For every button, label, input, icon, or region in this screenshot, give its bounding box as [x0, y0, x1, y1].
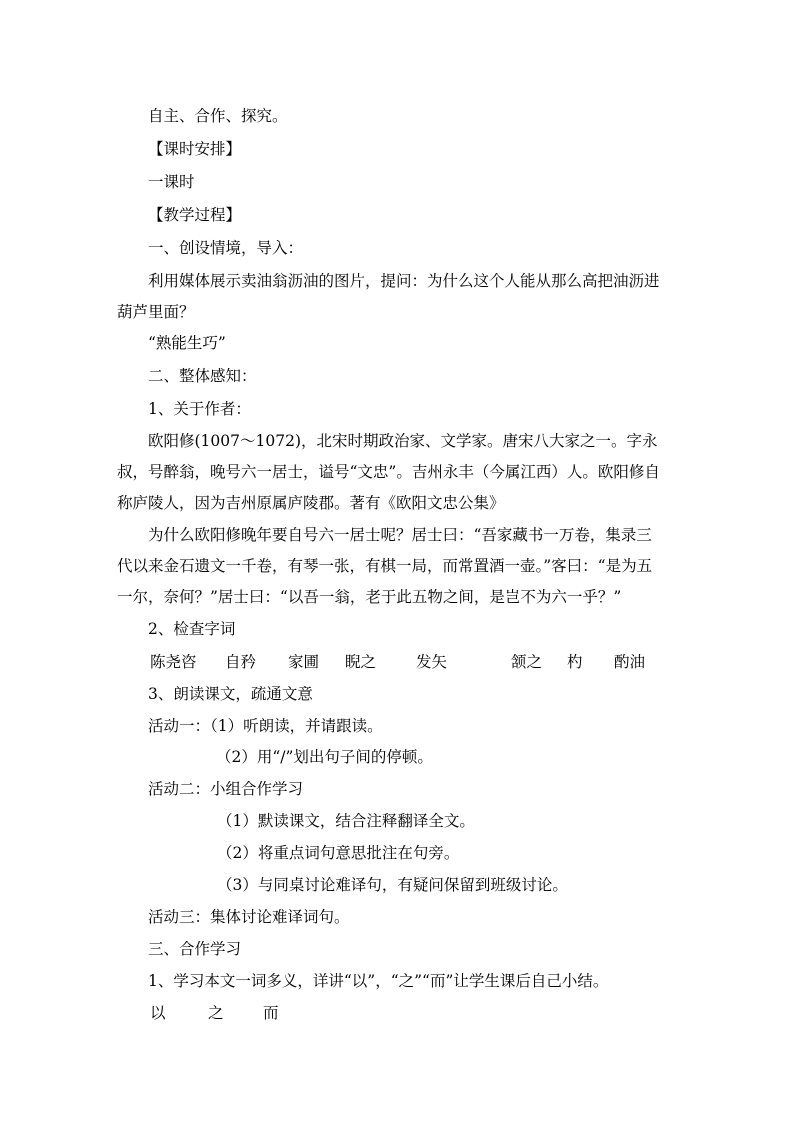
activity-2: 活动二：小组合作学习 [148, 780, 304, 798]
schedule-heading: 【课时安排】 [148, 140, 242, 158]
vocab-word: 酌油 [614, 653, 646, 671]
liuyi-text-cont: 代以来金石遗文一千卷，有琴一张，有棋一局，而常置酒一壶。”客曰：“是为五 [117, 557, 653, 575]
step1-text-cont: 葫芦里面？ [117, 303, 195, 321]
activity-2-step3: （3）与同桌讨论难译句，有疑问保留到班级讨论。 [217, 876, 568, 894]
polysemy-word: 而 [263, 1004, 279, 1022]
author-heading: 1、关于作者： [148, 400, 251, 418]
liuyi-text-cont2: 一尔，奈何？”居士曰：“以吾一翁，老于此五物之间，是岂不为六一乎？” [117, 588, 622, 606]
process-heading: 【教学过程】 [148, 206, 242, 224]
activity-3: 活动三：集体讨论难译词句。 [148, 908, 350, 926]
author-text-cont: 叔，号醉翁，晚号六一居士，谥号“文忠”。吉州永丰（今属江西）人。欧阳修自 [117, 463, 660, 481]
step1-heading: 一、创设情境，导入： [148, 239, 304, 257]
vocab-word: 陈尧咨 [150, 653, 197, 671]
vocab-word: 家圃 [288, 653, 320, 671]
step3-heading: 三、合作学习 [148, 940, 242, 958]
activity-2-step1: （1）默读课文，结合注释翻译全文。 [217, 812, 475, 830]
polysemy-word: 以 [150, 1004, 166, 1022]
polysemy-text: 1、学习本文一词多义，详讲“以”，“之”“而”让学生课后自己小结。 [148, 972, 609, 990]
teaching-method: 自主、合作、探究。 [148, 107, 288, 125]
vocab-word: 发矢 [416, 653, 448, 671]
step1-text: 利用媒体展示卖油翁沥油的图片，提问：为什么这个人能从那么高把油沥进 [148, 272, 660, 290]
vocab-word: 颔之 [511, 653, 543, 671]
read-heading: 3、朗读课文，疏通文意 [148, 685, 313, 703]
polysemy-word: 之 [208, 1004, 224, 1022]
step1-answer: “熟能生巧” [148, 334, 226, 352]
vocab-word: 自矜 [225, 653, 257, 671]
polysemy-row [0, 1003, 794, 1023]
schedule-value: 一课时 [148, 173, 195, 191]
liuyi-text: 为什么欧阳修晚年要自号六一居士呢？居士曰：“吾家藏书一万卷，集录三 [148, 526, 652, 544]
vocab-word: 睨之 [345, 653, 377, 671]
vocab-row [0, 652, 794, 672]
author-text: 欧阳修(1007～1072)，北宋时期政治家、文学家。唐宋八大家之一。字永 [148, 432, 658, 450]
vocab-word: 杓 [567, 653, 583, 671]
step2-heading: 二、整体感知： [148, 367, 257, 385]
activity-2-step2: （2）将重点词句意思批注在句旁。 [217, 844, 460, 862]
activity-1: 活动一：（1）听朗读，并请跟读。 [148, 717, 383, 735]
words-heading: 2、检查字词 [148, 620, 236, 638]
activity-1-step2: （2）用“/”划出句子间的停顿。 [216, 748, 433, 766]
author-text-cont2: 称庐陵人，因为吉州原属庐陵郡。著有《欧阳文忠公集》 [117, 494, 505, 512]
